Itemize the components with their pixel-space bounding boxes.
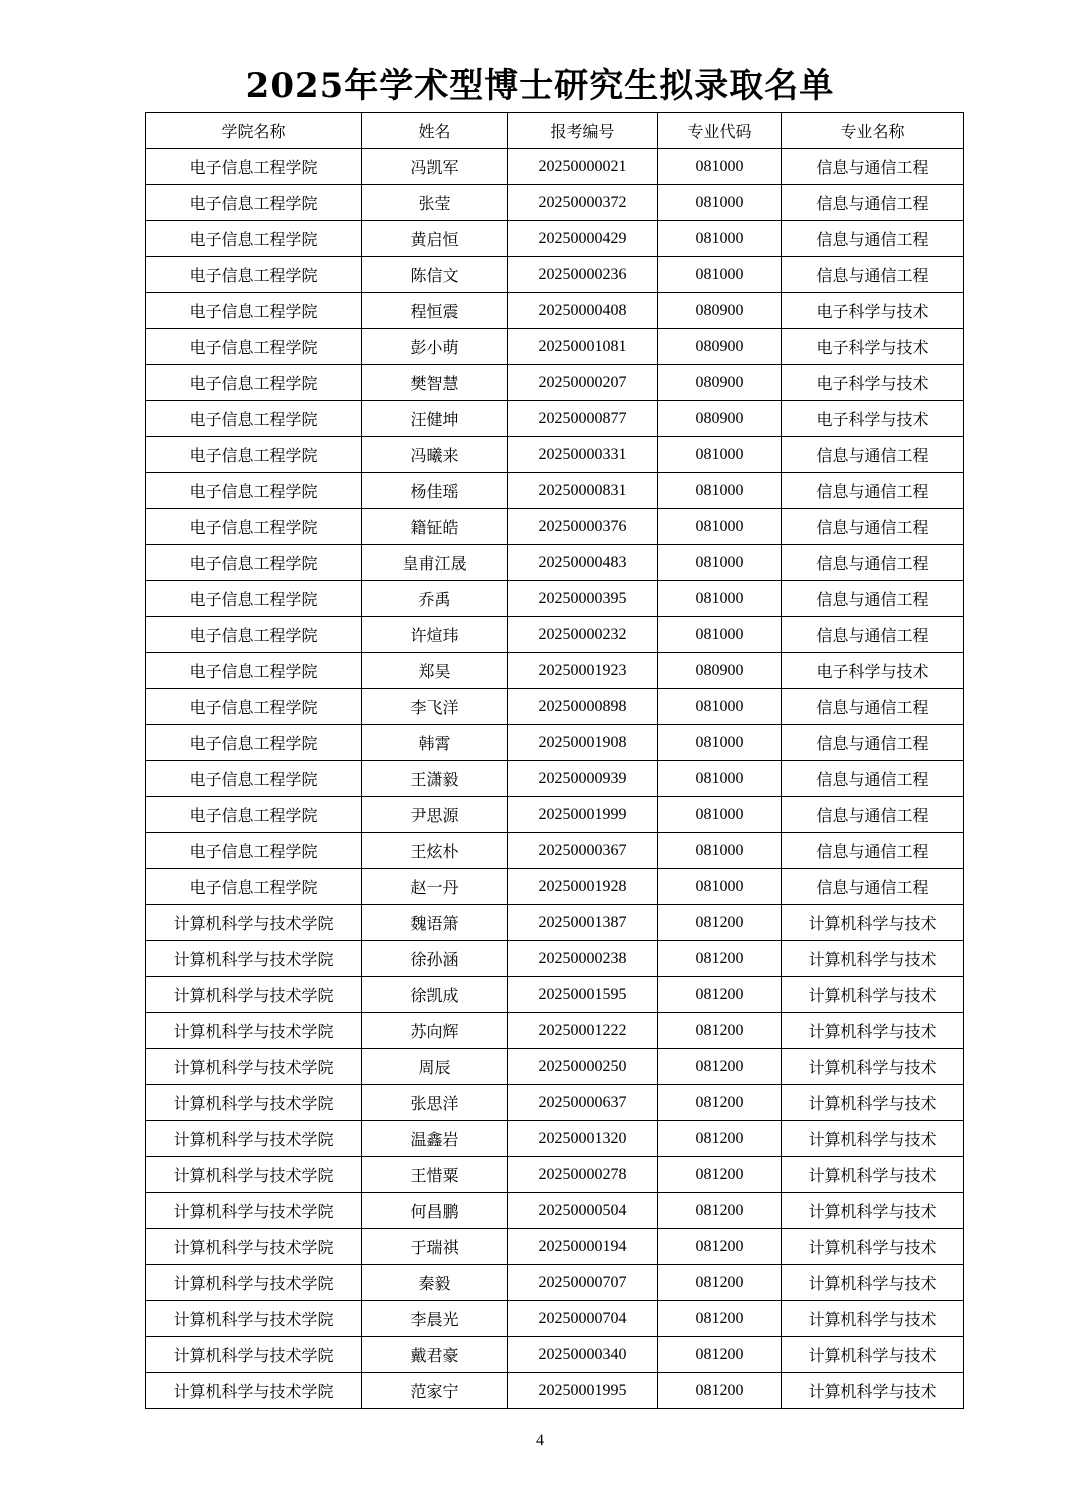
cell-college: 电子信息工程学院 [146,185,362,221]
cell-name: 黄启恒 [362,221,508,257]
cell-exam-id: 20250001995 [508,1373,658,1409]
cell-major-code: 080900 [658,293,782,329]
cell-college: 计算机科学与技术学院 [146,1049,362,1085]
cell-major-name: 信息与通信工程 [782,869,964,905]
cell-name: 范家宁 [362,1373,508,1409]
table-row [146,1049,964,1085]
admission-table [145,112,964,1409]
cell-major-name: 计算机科学与技术 [782,1265,964,1301]
cell-major-code: 080900 [658,401,782,437]
cell-college: 电子信息工程学院 [146,473,362,509]
cell-major-name: 计算机科学与技术 [782,1085,964,1121]
cell-major-code: 081200 [658,1193,782,1229]
table-row [146,329,964,365]
header-row [146,113,964,149]
cell-major-code: 080900 [658,365,782,401]
cell-major-name: 电子科学与技术 [782,365,964,401]
cell-major-name: 信息与通信工程 [782,473,964,509]
cell-major-name: 计算机科学与技术 [782,977,964,1013]
cell-major-code: 081200 [658,1265,782,1301]
cell-college: 计算机科学与技术学院 [146,1373,362,1409]
table-header [146,113,964,149]
cell-name: 王潇毅 [362,761,508,797]
cell-college: 计算机科学与技术学院 [146,905,362,941]
cell-major-code: 081000 [658,581,782,617]
cell-college: 电子信息工程学院 [146,149,362,185]
cell-major-code: 081000 [658,473,782,509]
cell-college: 计算机科学与技术学院 [146,1301,362,1337]
cell-name: 汪健坤 [362,401,508,437]
cell-exam-id: 20250000831 [508,473,658,509]
cell-exam-id: 20250000637 [508,1085,658,1121]
cell-exam-id: 20250000232 [508,617,658,653]
cell-major-name: 计算机科学与技术 [782,1229,964,1265]
table-row [146,905,964,941]
table-row [146,1157,964,1193]
cell-major-code: 081000 [658,761,782,797]
cell-name: 张思洋 [362,1085,508,1121]
cell-exam-id: 20250000250 [508,1049,658,1085]
table-row [146,797,964,833]
cell-name: 苏向辉 [362,1013,508,1049]
cell-name: 陈信文 [362,257,508,293]
cell-major-code: 081000 [658,725,782,761]
cell-name: 尹思源 [362,797,508,833]
cell-major-code: 081200 [658,977,782,1013]
cell-college: 电子信息工程学院 [146,581,362,617]
cell-exam-id: 20250000238 [508,941,658,977]
cell-college: 电子信息工程学院 [146,797,362,833]
cell-name: 王惜粟 [362,1157,508,1193]
cell-major-name: 计算机科学与技术 [782,1013,964,1049]
table-row [146,185,964,221]
cell-major-name: 电子科学与技术 [782,653,964,689]
table-row [146,257,964,293]
cell-major-name: 信息与通信工程 [782,761,964,797]
table-row [146,1265,964,1301]
cell-college: 电子信息工程学院 [146,437,362,473]
cell-name: 李晨光 [362,1301,508,1337]
cell-major-code: 081200 [658,1157,782,1193]
cell-college: 电子信息工程学院 [146,509,362,545]
cell-major-code: 081000 [658,437,782,473]
cell-college: 电子信息工程学院 [146,725,362,761]
cell-name: 冯曦来 [362,437,508,473]
table-row [146,1013,964,1049]
cell-exam-id: 20250001999 [508,797,658,833]
cell-major-name: 信息与通信工程 [782,689,964,725]
cell-major-code: 081200 [658,1085,782,1121]
table-row [146,293,964,329]
table-row [146,761,964,797]
cell-college: 计算机科学与技术学院 [146,1265,362,1301]
cell-major-code: 081200 [658,1013,782,1049]
cell-major-code: 080900 [658,653,782,689]
cell-exam-id: 20250000278 [508,1157,658,1193]
cell-major-name: 信息与通信工程 [782,581,964,617]
cell-name: 何昌鹏 [362,1193,508,1229]
cell-major-code: 081200 [658,1373,782,1409]
cell-name: 郑昊 [362,653,508,689]
header-exam-id: 报考编号 [508,113,658,149]
cell-major-code: 081200 [658,941,782,977]
cell-exam-id: 20250001923 [508,653,658,689]
cell-major-name: 信息与通信工程 [782,725,964,761]
cell-major-code: 081000 [658,833,782,869]
table-row [146,725,964,761]
cell-major-name: 信息与通信工程 [782,797,964,833]
cell-major-name: 计算机科学与技术 [782,1193,964,1229]
cell-exam-id: 20250000194 [508,1229,658,1265]
table-row [146,473,964,509]
cell-college: 计算机科学与技术学院 [146,1193,362,1229]
cell-exam-id: 20250001222 [508,1013,658,1049]
table-row [146,1337,964,1373]
table-row [146,1301,964,1337]
cell-college: 计算机科学与技术学院 [146,1085,362,1121]
cell-major-name: 计算机科学与技术 [782,1121,964,1157]
header-major-name: 专业名称 [782,113,964,149]
cell-exam-id: 20250000021 [508,149,658,185]
cell-major-code: 081000 [658,617,782,653]
table-row [146,1085,964,1121]
cell-exam-id: 20250001081 [508,329,658,365]
cell-major-code: 081200 [658,1049,782,1085]
cell-name: 杨佳瑶 [362,473,508,509]
table-body [146,149,964,1409]
cell-college: 电子信息工程学院 [146,833,362,869]
cell-name: 籍钲皓 [362,509,508,545]
table-row [146,581,964,617]
cell-major-code: 081000 [658,545,782,581]
cell-exam-id: 20250000367 [508,833,658,869]
table-row [146,833,964,869]
cell-major-code: 081200 [658,1121,782,1157]
cell-major-name: 信息与通信工程 [782,509,964,545]
table-row [146,653,964,689]
page-number: 4 [536,1432,544,1449]
cell-college: 电子信息工程学院 [146,761,362,797]
cell-college: 电子信息工程学院 [146,221,362,257]
cell-name: 樊智慧 [362,365,508,401]
cell-exam-id: 20250000898 [508,689,658,725]
cell-name: 于瑞祺 [362,1229,508,1265]
cell-exam-id: 20250000704 [508,1301,658,1337]
table-row [146,617,964,653]
cell-major-name: 电子科学与技术 [782,401,964,437]
cell-major-code: 081200 [658,1229,782,1265]
table-row [146,1373,964,1409]
table-row [146,221,964,257]
table-row [146,149,964,185]
cell-name: 秦毅 [362,1265,508,1301]
cell-name: 魏语箫 [362,905,508,941]
cell-college: 电子信息工程学院 [146,653,362,689]
table-row [146,1193,964,1229]
table-row [146,1229,964,1265]
page-title: 2025年学术型博士研究生拟录取名单 [245,66,835,106]
cell-college: 电子信息工程学院 [146,545,362,581]
cell-name: 李飞洋 [362,689,508,725]
table-row [146,365,964,401]
cell-major-code: 081200 [658,905,782,941]
cell-major-name: 信息与通信工程 [782,149,964,185]
cell-name: 温鑫岩 [362,1121,508,1157]
cell-exam-id: 20250000372 [508,185,658,221]
cell-college: 电子信息工程学院 [146,869,362,905]
cell-exam-id: 20250000331 [508,437,658,473]
cell-major-code: 081000 [658,221,782,257]
cell-major-name: 信息与通信工程 [782,221,964,257]
cell-exam-id: 20250000408 [508,293,658,329]
cell-college: 电子信息工程学院 [146,689,362,725]
header-name: 姓名 [362,113,508,149]
cell-exam-id: 20250000429 [508,221,658,257]
cell-major-name: 信息与通信工程 [782,185,964,221]
cell-major-name: 计算机科学与技术 [782,1337,964,1373]
cell-major-name: 计算机科学与技术 [782,905,964,941]
cell-college: 电子信息工程学院 [146,617,362,653]
cell-exam-id: 20250000483 [508,545,658,581]
cell-major-code: 081000 [658,509,782,545]
cell-college: 计算机科学与技术学院 [146,1157,362,1193]
table-row [146,545,964,581]
cell-major-code: 081000 [658,185,782,221]
cell-exam-id: 20250000877 [508,401,658,437]
cell-major-code: 081200 [658,1337,782,1373]
cell-major-name: 信息与通信工程 [782,257,964,293]
cell-name: 徐凯成 [362,977,508,1013]
table-row [146,689,964,725]
cell-major-name: 电子科学与技术 [782,329,964,365]
cell-major-name: 信息与通信工程 [782,833,964,869]
cell-exam-id: 20250000340 [508,1337,658,1373]
cell-college: 计算机科学与技术学院 [146,941,362,977]
table-row [146,977,964,1013]
table-row [146,437,964,473]
cell-college: 电子信息工程学院 [146,257,362,293]
cell-college: 计算机科学与技术学院 [146,977,362,1013]
cell-college: 计算机科学与技术学院 [146,1337,362,1373]
cell-major-name: 计算机科学与技术 [782,1157,964,1193]
cell-exam-id: 20250000707 [508,1265,658,1301]
cell-exam-id: 20250000236 [508,257,658,293]
cell-name: 周辰 [362,1049,508,1085]
cell-college: 计算机科学与技术学院 [146,1229,362,1265]
cell-exam-id: 20250000376 [508,509,658,545]
cell-exam-id: 20250001320 [508,1121,658,1157]
cell-major-code: 081000 [658,797,782,833]
cell-exam-id: 20250000207 [508,365,658,401]
cell-college: 计算机科学与技术学院 [146,1121,362,1157]
cell-college: 电子信息工程学院 [146,365,362,401]
cell-major-name: 计算机科学与技术 [782,941,964,977]
cell-exam-id: 20250000395 [508,581,658,617]
cell-name: 乔禹 [362,581,508,617]
cell-college: 电子信息工程学院 [146,293,362,329]
cell-exam-id: 20250001595 [508,977,658,1013]
cell-major-code: 081000 [658,869,782,905]
table-row [146,509,964,545]
table-row [146,401,964,437]
cell-exam-id: 20250000504 [508,1193,658,1229]
cell-college: 电子信息工程学院 [146,401,362,437]
cell-college: 电子信息工程学院 [146,329,362,365]
cell-major-name: 计算机科学与技术 [782,1301,964,1337]
cell-major-name: 信息与通信工程 [782,437,964,473]
cell-exam-id: 20250001908 [508,725,658,761]
cell-major-code: 080900 [658,329,782,365]
cell-major-name: 计算机科学与技术 [782,1373,964,1409]
cell-major-name: 信息与通信工程 [782,617,964,653]
table-row [146,1121,964,1157]
cell-college: 计算机科学与技术学院 [146,1013,362,1049]
cell-name: 张莹 [362,185,508,221]
cell-major-name: 信息与通信工程 [782,545,964,581]
cell-name: 皇甫江晟 [362,545,508,581]
cell-name: 王炫朴 [362,833,508,869]
cell-name: 彭小萌 [362,329,508,365]
header-major-code: 专业代码 [658,113,782,149]
cell-major-code: 081000 [658,257,782,293]
cell-major-name: 电子科学与技术 [782,293,964,329]
cell-major-code: 081000 [658,689,782,725]
table-row [146,869,964,905]
cell-name: 冯凯军 [362,149,508,185]
cell-major-name: 计算机科学与技术 [782,1049,964,1085]
cell-name: 戴君豪 [362,1337,508,1373]
header-college: 学院名称 [146,113,362,149]
cell-exam-id: 20250001387 [508,905,658,941]
table-row [146,941,964,977]
cell-name: 韩霄 [362,725,508,761]
cell-name: 徐孙涵 [362,941,508,977]
cell-major-code: 081200 [658,1301,782,1337]
cell-exam-id: 20250000939 [508,761,658,797]
cell-major-code: 081000 [658,149,782,185]
cell-name: 赵一丹 [362,869,508,905]
cell-name: 程恒震 [362,293,508,329]
cell-name: 许煊玮 [362,617,508,653]
cell-exam-id: 20250001928 [508,869,658,905]
